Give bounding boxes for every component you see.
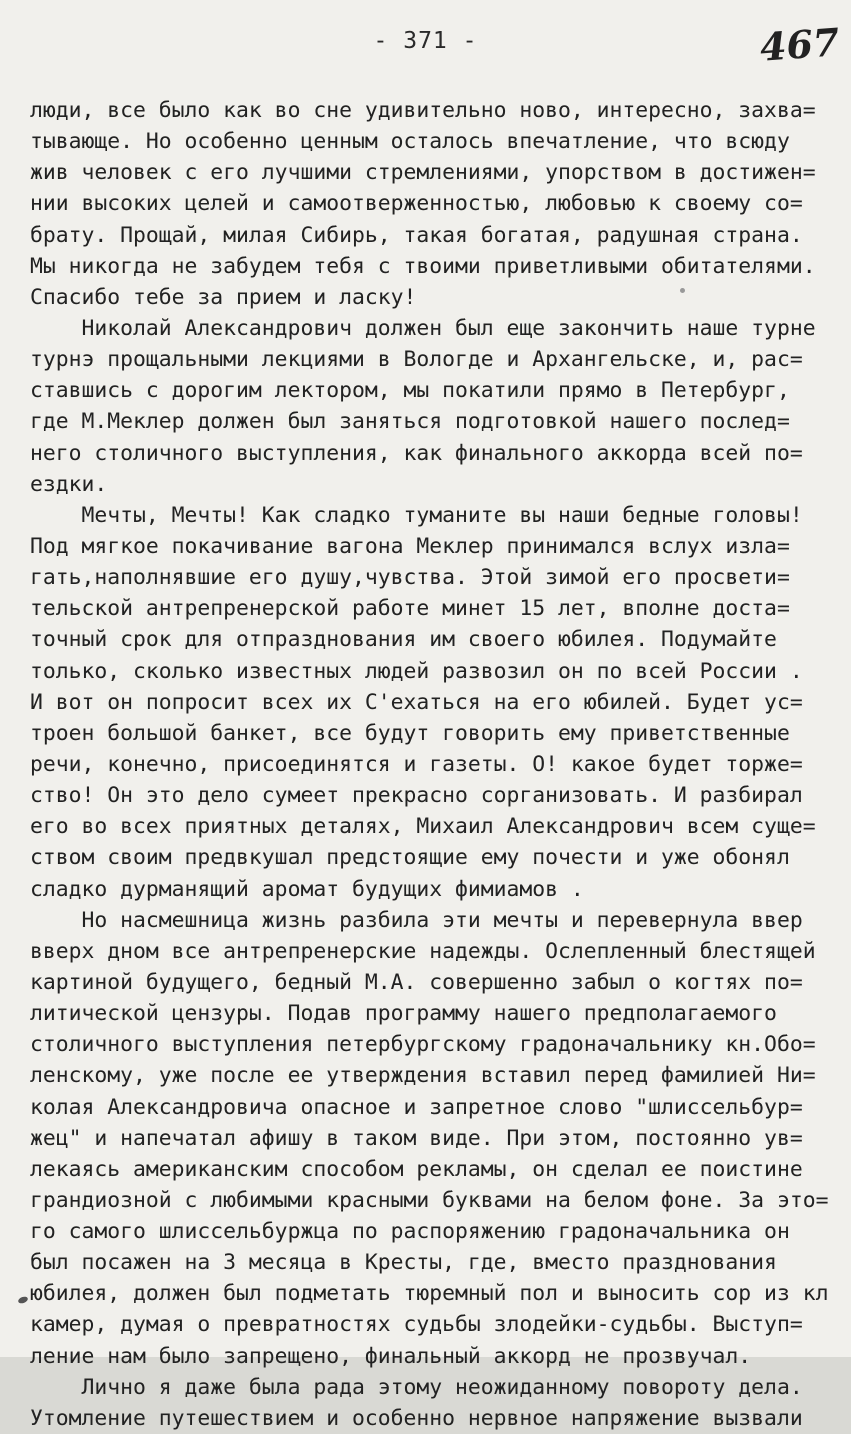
text-line: камер, думая о превратностях судьбы злодейки-судьбы. Выступ=: [30, 1312, 803, 1338]
text-line: го самого шлиссельбуржца по распоряжению градоначальника он: [30, 1219, 790, 1245]
text-line: колая Александровича опасное и запретное слово "шлиссельбур=: [30, 1094, 803, 1120]
text-line: где М.Меклер должен был заняться подготовкой нашего послед=: [30, 409, 790, 435]
text-line: Под мягкое покачивание вагона Меклер принимался вслух изла=: [30, 533, 790, 559]
text-line: троен большой банкет, все будут говорить ему приветственные: [30, 720, 790, 746]
text-line: ленскому, уже после ее утверждения вставил перед фамилией Ни=: [30, 1063, 816, 1089]
text-line: Мы никогда не забудем тебя с твоими приветливыми обитателями.: [30, 253, 816, 279]
text-line: вверх дном все антрепренерские надежды. Ослепленный блестящей: [30, 938, 816, 964]
text-line: картиной будущего, бедный М.А. совершенно забыл о когтях по=: [30, 969, 803, 995]
text-line: ление нам было запрещено, финальный аккорд не прозвучал.: [30, 1343, 752, 1369]
text-line: ездки.: [30, 471, 108, 497]
text-line: Утомление путешествием и особенно нервное напряжение вызвали: [30, 1405, 803, 1431]
text-line: тывающе. Но особенно ценным осталось впечатление, что всюду: [30, 129, 790, 155]
ink-mark: [17, 1295, 28, 1304]
page-number: - 371 -: [373, 28, 478, 54]
text-line: гать,наполнявшие его душу,чувства. Этой зимой его просвети=: [30, 565, 790, 591]
text-line: лекаясь американским способом рекламы, он сделал ее поистине: [30, 1156, 803, 1182]
text-line: жец" и напечатал афишу в таком виде. При этом, постоянно ув=: [30, 1125, 803, 1151]
text-line: нии высоких целей и самоотверженностью, любовью к своему со=: [30, 191, 803, 217]
archive-number-handwritten: 467: [758, 19, 841, 70]
text-line: люди, все было как во сне удивительно ново, интересно, захва=: [30, 98, 816, 123]
text-line: сладко дурманящий аромат будущих фимиамов .: [30, 876, 584, 902]
text-line: был посажен на 3 месяца в Кресты, где, вместо празднования: [30, 1250, 777, 1276]
text-line: ством своим предвкушал предстоящие ему почести и уже обонял: [30, 845, 790, 871]
text-line: ство! Он это дело сумеет прекрасно сорганизовать. И разбирал: [30, 783, 803, 809]
text-line: жив человек с его лучшими стремлениями, упорством в достижен=: [30, 160, 816, 186]
text-line: точный срок для отпразднования им своего юбилея. Подумайте: [30, 627, 777, 653]
text-line: Николай Александрович должен был еще закончить наше турне: [30, 315, 816, 341]
text-line: тельской антрепренерской работе минет 15 лет, вполне доста=: [30, 596, 790, 622]
text-line: его во всех приятных деталях, Михаил Александрович всем суще=: [30, 814, 816, 840]
text-line: Спасибо тебе за прием и ласку!: [30, 284, 417, 310]
text-line: Лично я даже была рада этому неожиданному повороту дела.: [30, 1374, 803, 1400]
text-line: литической цензуры. Подав программу нашего предполагаемого: [30, 1001, 777, 1027]
text-line: только, сколько известных людей развозил он по всей России .: [30, 658, 803, 684]
text-line: ставшись с дорогим лектором, мы покатили прямо в Петербург,: [30, 378, 790, 404]
text-line: юбилея, должен был подметать тюремный пол и выносить сор из кл: [30, 1281, 829, 1307]
text-line: турнэ прощальными лекциями в Вологде и Архангельске, и, рас=: [30, 347, 803, 373]
typewritten-body: [30, 95, 845, 1434]
text-line: столичного выступления петербургскому градоначальнику кн.Обо=: [30, 1032, 816, 1058]
text-line: брату. Прощай, милая Сибирь, такая богатая, радушная страна.: [30, 222, 803, 248]
text-line: Мечты, Мечты! Как сладко туманите вы наши бедные головы!: [30, 502, 803, 528]
text-line: речи, конечно, присоединятся и газеты. О! какое будет торже=: [30, 751, 803, 777]
text-line: грандиозной с любимыми красными буквами на белом фоне. За это=: [30, 1187, 829, 1213]
text-line: него столичного выступления, как финального аккорда всей по=: [30, 440, 803, 466]
text-line: И вот он попросит всех их С'ехаться на его юбилей. Будет ус=: [30, 689, 803, 715]
text-line: Но насмешница жизнь разбила эти мечты и перевернула ввер: [30, 907, 803, 933]
